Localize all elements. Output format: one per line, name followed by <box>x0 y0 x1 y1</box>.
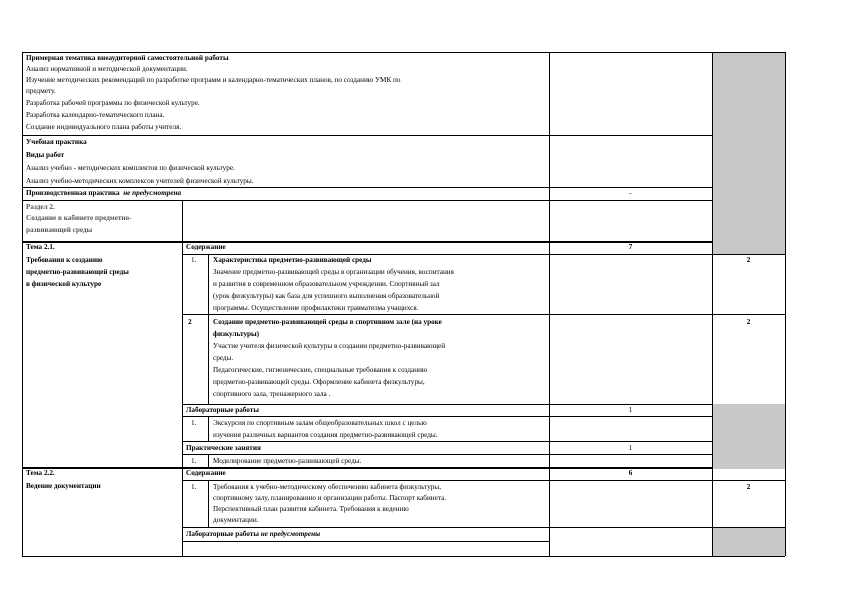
table-border <box>208 454 209 467</box>
practice-line: Анализ учебно-методических комплексов учителей физической культуры. <box>26 177 254 185</box>
item-level: 2 <box>746 318 751 326</box>
topics-line: Разработка календарно-тематического плана. <box>26 111 165 119</box>
table-border <box>22 200 712 201</box>
item-number: 1. <box>191 457 197 465</box>
practical-hours: 1 <box>628 444 633 452</box>
item-line: спортивного зала, тренажерного зала . <box>213 390 331 398</box>
item-line: среды. <box>213 354 234 362</box>
theme-name-line: Требования к созданию <box>26 256 103 264</box>
lab-label: Лабораторные работы <box>186 406 259 414</box>
level-cell-shaded <box>712 527 785 556</box>
item-number: 1. <box>191 256 197 264</box>
table-border <box>22 52 785 53</box>
topics-line: Анализ нормативной и методической документации. <box>26 65 188 73</box>
content-label: Содержание <box>186 243 226 251</box>
lab-label: Лабораторные работы <box>186 530 259 538</box>
practice-subtitle: Виды работ <box>26 151 65 159</box>
table-border <box>182 527 785 528</box>
item-line: программы. Осуществление профилактики травматизма учащихся. <box>213 304 419 312</box>
content-hours: 6 <box>628 469 633 477</box>
theme-name-line: предметно-развивающей среды <box>26 268 129 276</box>
table-border <box>22 556 785 557</box>
theme-name: Ведение документации <box>26 482 101 490</box>
topics-line: предмету. <box>26 87 56 95</box>
section-name-line: Создание в кабинете предметно- <box>26 214 132 222</box>
table-border <box>208 416 209 441</box>
table-border <box>182 416 712 417</box>
theme-name-line: в физической культуре <box>26 280 102 288</box>
table-border <box>182 200 183 556</box>
lab-note: не предусмотрены <box>260 530 321 538</box>
practical-label: Практические занятия <box>186 444 261 452</box>
topics-title: Примерная тематика внеаудиторной самостоятельной работы <box>26 54 229 62</box>
item-level: 2 <box>746 483 751 491</box>
table-border <box>549 52 550 556</box>
topics-line: Разработка рабочей программы по физической культуре. <box>26 99 200 107</box>
item-line: и развития в современном образовательном учреждении. Спортивный зал <box>213 280 440 288</box>
table-border <box>182 480 785 481</box>
item-number: 2 <box>188 318 192 326</box>
practice-line: Анализ учебно - методических комплектов по физической культуре. <box>26 164 235 172</box>
table-border <box>182 441 712 442</box>
table-border <box>22 135 712 136</box>
item-line: документации. <box>213 516 259 524</box>
lab-item-line: Экскурсия по спортивным залам общеобразовательных школ с целью <box>213 419 427 427</box>
table-border <box>182 314 785 315</box>
item-number: 1. <box>191 419 197 427</box>
item-line: Требования к учебно-методическому обеспечению кабинета физкультуры, <box>213 483 442 491</box>
content-hours: 7 <box>628 243 633 251</box>
section-name-line: развивающей среды <box>26 226 93 234</box>
level-cell-shaded <box>712 404 785 469</box>
lab-item-line: изучения различных вариантов создания предметно-развивающей среды. <box>213 431 438 439</box>
item-line: Участие учителя физической культуры в создании предметно-развивающей <box>213 342 446 350</box>
lab-hours: 1 <box>628 406 633 414</box>
level-cell-shaded <box>712 52 785 255</box>
content-label: Содержание <box>186 469 226 477</box>
section-title: Раздел 2. <box>26 203 55 211</box>
table-border <box>208 254 209 404</box>
table-border <box>208 480 209 527</box>
table-border <box>712 52 713 556</box>
item-line: спортивному залу, планированию и организации работы. Паспорт кабинета. <box>213 494 447 502</box>
topics-line: Создание индивидуального плана работы учителя. <box>26 123 182 131</box>
production-practice <box>26 189 181 198</box>
table-border <box>785 52 786 556</box>
theme-title: Тема 2.1. <box>26 243 55 251</box>
table-border <box>22 187 712 188</box>
table-border <box>22 52 23 556</box>
production-practice-hours: - <box>629 189 632 197</box>
table-border <box>182 454 712 455</box>
item-line: Педагогические, гигиенические, специальные требования к созданию <box>213 366 428 374</box>
topics-line: Изучение методических рекомендаций по разработке программ и календарно-тематических планов, по созданию УМК по <box>26 76 401 84</box>
item-title-line: Создание предметно-развивающей среды в спортивном зале (на уроке <box>213 318 442 326</box>
table-border <box>182 404 712 405</box>
item-level: 2 <box>746 256 751 264</box>
item-line: (урок физкультуры) как база для успешного выполнения образовательной <box>213 292 440 300</box>
practical-item: Моделирование предметно-развивающей среды. <box>213 457 362 465</box>
practice-title: Учебная практика <box>26 138 87 146</box>
theme-title: Тема 2.2. <box>26 469 55 477</box>
item-line: Перспективный план развития кабинета. Требования к ведению <box>213 505 409 513</box>
production-practice-label: Производственная практика <box>26 189 120 197</box>
table-border <box>182 254 785 255</box>
item-title-line: физкультуры) <box>213 330 260 338</box>
item-title: Характеристика предметно-развивающей среды <box>213 256 372 264</box>
production-practice-note: не предусмотрена <box>123 189 182 197</box>
item-line: предметно-развивающей среды. Оформление кабинета физкультуры, <box>213 378 425 386</box>
lab-row <box>186 530 320 539</box>
table-border <box>182 541 549 542</box>
item-number: 1. <box>191 483 197 491</box>
item-line: Значение предметно-развивающей среды в организации обучения, воспитания <box>213 268 454 276</box>
